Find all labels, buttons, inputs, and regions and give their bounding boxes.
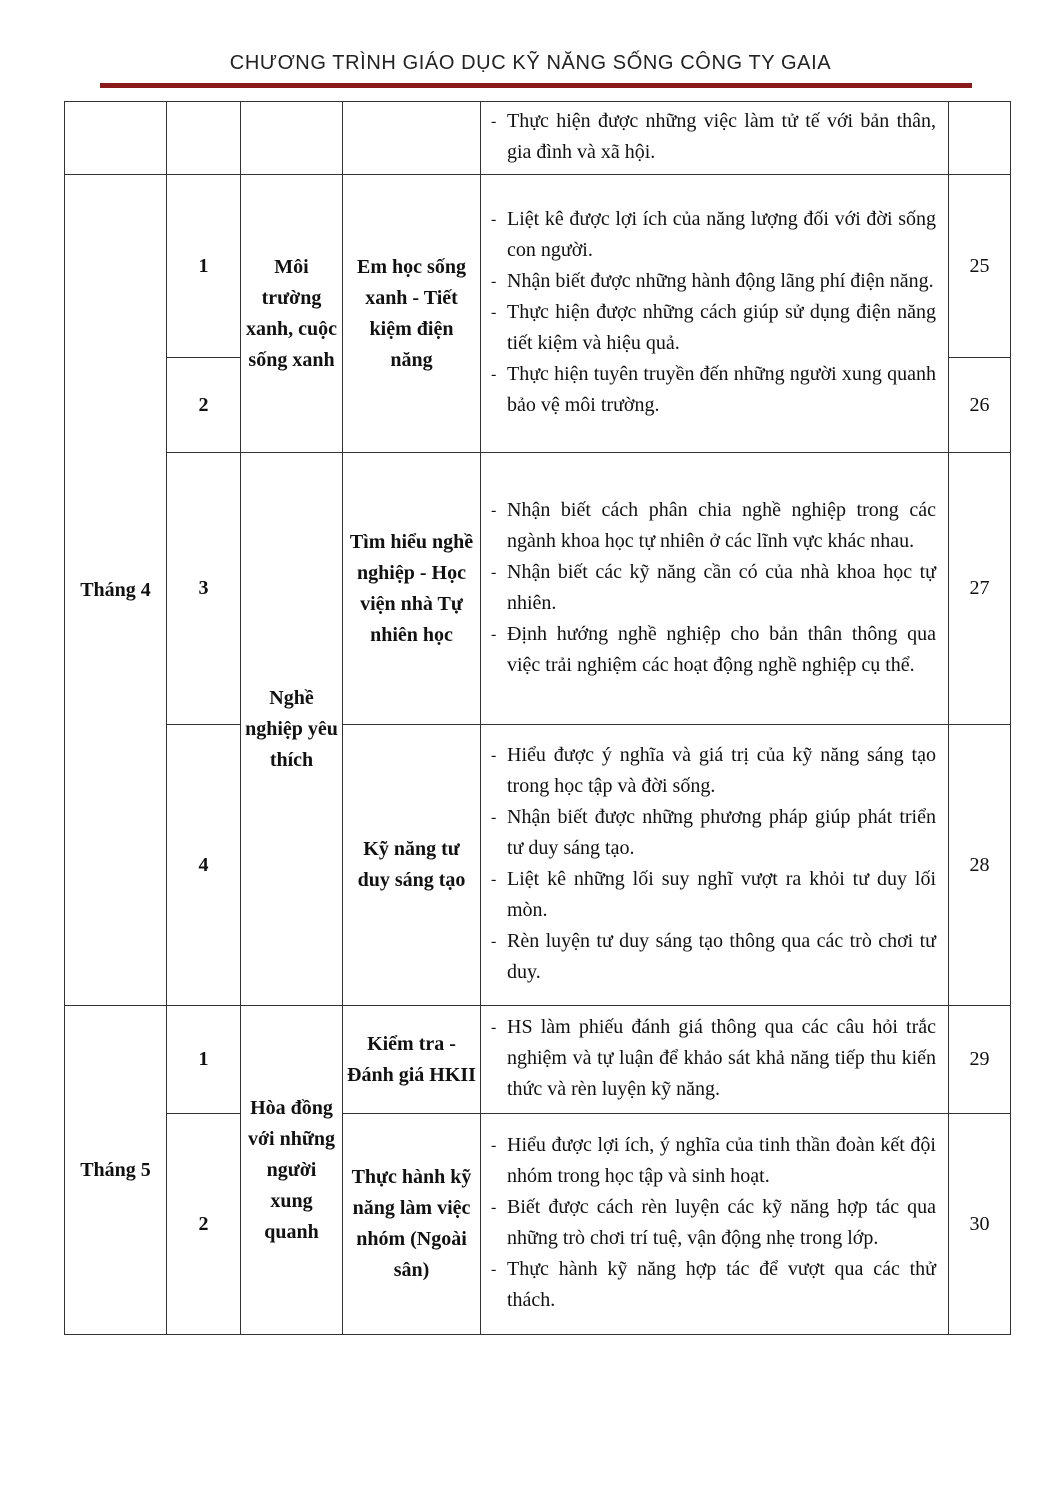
objective-item: - Nhận biết được những hành động lãng phí điện năng. (491, 266, 936, 297)
lesson-cell-empty (343, 102, 481, 175)
objectives-cell (481, 453, 949, 725)
objective-item: - Nhận biết các kỹ năng cần có của nhà khoa học tự nhiên. (491, 557, 936, 619)
month-cell-may: Tháng 5 (65, 1006, 167, 1335)
topic-cell-empty (241, 102, 343, 175)
lesson-cell-creative-thinking: Kỹ năng tư duy sáng tạo (343, 725, 481, 1006)
week-cell: 1 (167, 1006, 241, 1114)
objective-item: - Biết được cách rèn luyện các kỹ năng hợp tác qua những trò chơi trí tuệ, vận động nhẹ trong lớp. (491, 1192, 936, 1254)
curriculum-table (64, 101, 1011, 1335)
week-cell: 3 (167, 453, 241, 725)
objectives-cell (481, 102, 949, 175)
lesson-number-cell: 28 (949, 725, 1011, 1006)
month-cell-empty (65, 102, 167, 175)
lesson-number-cell: 30 (949, 1114, 1011, 1335)
lesson-number-cell: 26 (949, 358, 1011, 453)
objectives-list (491, 1012, 936, 1105)
objective-item: - Thực hiện được những việc làm tử tế với bản thân, gia đình và xã hội. (491, 106, 936, 168)
objective-item: - Hiểu được lợi ích, ý nghĩa của tinh thần đoàn kết đội nhóm trong học tập và sinh hoạt. (491, 1130, 936, 1192)
objective-item: - Liệt kê được lợi ích của năng lượng đối với đời sống con người. (491, 204, 936, 266)
number-cell-empty (949, 102, 1011, 175)
objective-item: - Rèn luyện tư duy sáng tạo thông qua các trò chơi tư duy. (491, 926, 936, 988)
table-row (65, 725, 1011, 1006)
lesson-number-cell: 29 (949, 1006, 1011, 1114)
month-cell-april: Tháng 4 (65, 175, 167, 1006)
objectives-list (491, 204, 936, 421)
table-row (65, 1114, 1011, 1335)
objectives-cell (481, 1006, 949, 1114)
objective-item: - Liệt kê những lối suy nghĩ vượt ra khỏi tư duy lối mòn. (491, 864, 936, 926)
lesson-number-cell: 27 (949, 453, 1011, 725)
lesson-number-cell: 25 (949, 175, 1011, 358)
topic-cell-get-along: Hòa đồng với những người xung quanh (241, 1006, 343, 1335)
lesson-cell-assessment: Kiểm tra - Đánh giá HKII (343, 1006, 481, 1114)
objective-item: - Nhận biết cách phân chia nghề nghiệp trong các ngành khoa học tự nhiên ở các lĩnh vực khác nhau. (491, 495, 936, 557)
objective-item: - Hiểu được ý nghĩa và giá trị của kỹ năng sáng tạo trong học tập và đời sống. (491, 740, 936, 802)
header-divider (100, 83, 972, 88)
objective-item: - Nhận biết được những phương pháp giúp phát triển tư duy sáng tạo. (491, 802, 936, 864)
week-cell-empty (167, 102, 241, 175)
page-header-title: CHƯƠNG TRÌNH GIÁO DỤC KỸ NĂNG SỐNG CÔNG TY GAIA (229, 52, 832, 74)
objectives-list (491, 495, 936, 681)
objective-item: - HS làm phiếu đánh giá thông qua các câu hỏi trắc nghiệm và tự luận để khảo sát khả năng tiếp thu kiến thức và rèn luyện kỹ năng. (491, 1012, 936, 1105)
week-cell: 2 (167, 358, 241, 453)
objectives-cell (481, 725, 949, 1006)
objectives-cell (481, 175, 949, 453)
week-cell: 2 (167, 1114, 241, 1335)
week-cell: 1 (167, 175, 241, 358)
table-row (65, 1006, 1011, 1114)
objective-item: - Thực hiện tuyên truyền đến những người xung quanh bảo vệ môi trường. (491, 359, 936, 421)
objectives-list (491, 1130, 936, 1316)
lesson-cell-career-exploration: Tìm hiểu nghề nghiệp - Học viện nhà Tự nhiên học (343, 453, 481, 725)
objectives-list (491, 106, 936, 168)
objective-item: - Thực hiện được những cách giúp sử dụng điện năng tiết kiệm và hiệu quả. (491, 297, 936, 359)
table-row (65, 453, 1011, 725)
objective-item: - Định hướng nghề nghiệp cho bản thân thông qua việc trải nghiệm các hoạt động nghề nghiệp cụ thể. (491, 619, 936, 681)
week-cell: 4 (167, 725, 241, 1006)
objective-item: - Thực hành kỹ năng hợp tác để vượt qua các thử thách. (491, 1254, 936, 1316)
objectives-cell (481, 1114, 949, 1335)
lesson-cell-save-energy: Em học sống xanh - Tiết kiệm điện năng (343, 175, 481, 453)
topic-cell-green-life: Môi trường xanh, cuộc sống xanh (241, 175, 343, 453)
table-row (65, 175, 1011, 358)
lesson-cell-teamwork: Thực hành kỹ năng làm việc nhóm (Ngoài sân) (343, 1114, 481, 1335)
topic-cell-favorite-career: Nghề nghiệp yêu thích (241, 453, 343, 1006)
objectives-list (491, 740, 936, 988)
table-row-continuation (65, 102, 1011, 175)
